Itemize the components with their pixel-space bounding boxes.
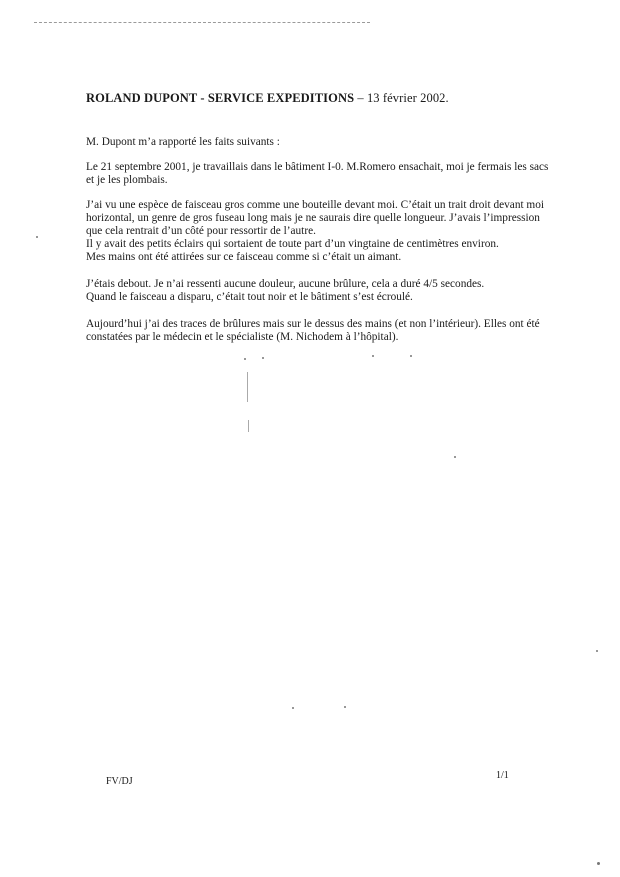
page-number: 1/1 [496, 770, 509, 781]
scan-speck [262, 357, 264, 359]
scan-speck [292, 707, 294, 709]
scan-speck [372, 355, 374, 357]
scan-speck [596, 650, 598, 652]
scan-artifact-mark [247, 372, 248, 402]
title-name-service: ROLAND DUPONT - SERVICE EXPEDITIONS [86, 91, 355, 105]
paragraph-line: Mes mains ont été attirées sur ce faisceau comme si c’était un aimant. [86, 251, 402, 263]
paragraph-line: constatées par le médecin et le spécialiste (M. Nichodem à l’hôpital). [86, 331, 399, 343]
scan-artifact-line [34, 22, 370, 23]
document-body [86, 136, 549, 356]
paragraph-line: J’ai vu une espèce de faisceau gros comme une bouteille devant moi. C’était un trait droit devant moi [86, 199, 545, 211]
paragraph-line: Quand le faisceau a disparu, c’était tout noir et le bâtiment s’est écroulé. [86, 291, 413, 303]
intro-line: M. Dupont m’a rapporté les faits suivants : [86, 136, 280, 148]
paragraph-1 [86, 161, 549, 187]
paragraph-4 [86, 318, 546, 344]
title-date: – 13 février 2002. [354, 91, 449, 105]
paragraph-line: et je les plombais. [86, 174, 168, 186]
document-title [86, 91, 449, 106]
paragraph-line: J’étais debout. Je n’ai ressenti aucune douleur, aucune brûlure, cela a duré 4/5 secondes. [86, 278, 485, 290]
paragraph-2 [86, 199, 546, 264]
paragraph-line: que cela rentrait d’un côté pour ressortir de l’autre. [86, 225, 316, 237]
paragraph-line: Aujourd’hui j’ai des traces de brûlures mais sur le dessus des mains (et non l’intérieur). Elles ont été [86, 318, 540, 330]
scan-artifact-mark [248, 420, 249, 432]
paragraph-line: horizontal, un genre de gros fuseau long mais je ne saurais dire quelle longueur. J’avais l’impression [86, 212, 540, 224]
scan-speck [36, 236, 38, 238]
scan-speck [244, 358, 246, 360]
paragraph-3 [86, 278, 546, 304]
scan-speck [454, 456, 456, 458]
paragraph-line: Le 21 septembre 2001, je travaillais dans le bâtiment I-0. M.Romero ensachait, moi je fermais les sacs [86, 161, 549, 173]
scan-speck [344, 706, 346, 708]
scan-speck [410, 355, 412, 357]
paragraph-line: Il y avait des petits éclairs qui sortaient de toute part d’un vingtaine de centimètres environ. [86, 238, 499, 250]
scan-speck [597, 862, 600, 865]
footer-initials: FV/DJ [106, 776, 133, 787]
